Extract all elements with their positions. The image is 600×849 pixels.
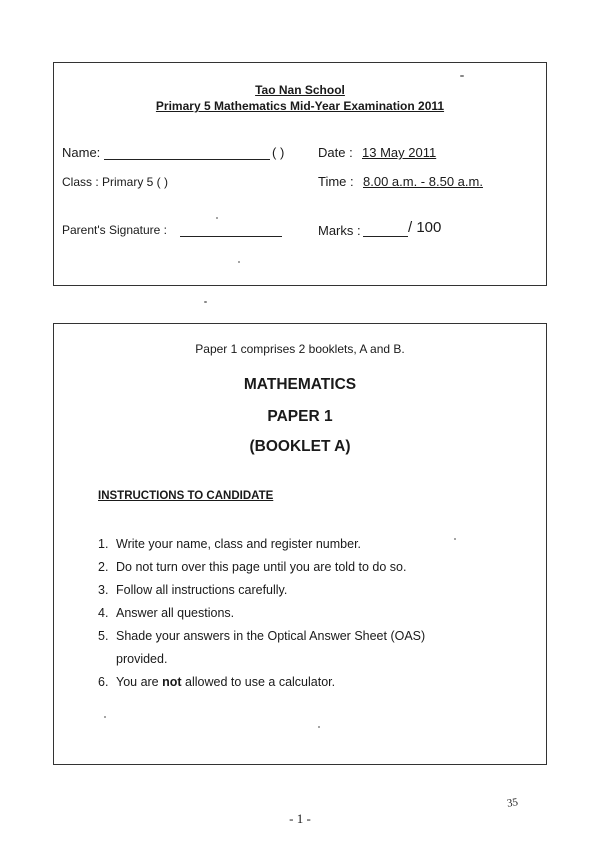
marks-field[interactable] [363,236,408,237]
date-label: Date : [318,145,353,160]
instruction-text: allowed to use a calculator. [181,675,336,689]
instruction-text: provided. [116,652,168,666]
instruction-item [98,537,361,551]
time-value: 8.00 a.m. - 8.50 a.m. [363,174,483,189]
handwritten-mark: 35 [506,796,519,810]
instruction-item [98,629,425,643]
register-number-brackets: ( ) [272,145,285,160]
speck [454,538,456,540]
speck [460,75,464,77]
subject-title: MATHEMATICS [243,376,357,393]
marks-total: / 100 [408,219,442,236]
instruction-text: Follow all instructions carefully. [116,583,288,597]
page-number: - 1 - [289,811,311,826]
exam-header-box [53,62,547,286]
date-value: 13 May 2011 [362,145,437,160]
instruction-item [98,583,287,597]
paper-intro: Paper 1 comprises 2 booklets, A and B. [195,342,405,356]
name-field[interactable] [104,159,270,160]
parent-signature-label: Parent's Signature : [62,223,168,237]
instruction-text: You are [116,675,163,689]
instruction-text: Write your name, class and register number. [116,537,362,551]
exam-title: Primary 5 Mathematics Mid-Year Examination 2011 [155,99,445,113]
speck [204,301,207,303]
school-name: Tao Nan School [255,83,345,97]
instruction-item [98,652,167,666]
booklet-title: (BOOKLET A) [249,438,351,455]
speck [104,716,106,718]
instruction-item [98,606,234,620]
instruction-item [98,675,335,689]
instructions-heading: INSTRUCTIONS TO CANDIDATE [98,490,274,502]
instruction-text: Shade your answers in the Optical Answer Sheet (OAS) [116,629,426,643]
cover-box [53,323,547,765]
instruction-number: 4. [98,606,109,620]
parent-signature-field[interactable] [180,236,282,237]
instruction-number: 3. [98,583,109,597]
instruction-item [98,560,406,574]
time-label: Time : [318,174,354,189]
marks-label: Marks : [318,223,361,238]
instruction-number: 6. [98,675,109,689]
instruction-emphasis: not [162,675,182,689]
speck [238,261,240,263]
instruction-number: 2. [98,560,109,574]
instruction-text: Answer all questions. [116,606,235,620]
name-label: Name: [62,145,101,160]
instruction-text: Do not turn over this page until you are told to do so. [116,560,407,574]
speck [318,726,320,728]
paper-title: PAPER 1 [267,408,333,425]
class-label: Class : Primary 5 ( ) [62,175,169,189]
speck [216,217,218,219]
instruction-number: 1. [98,537,109,551]
instruction-number: 5. [98,629,109,643]
